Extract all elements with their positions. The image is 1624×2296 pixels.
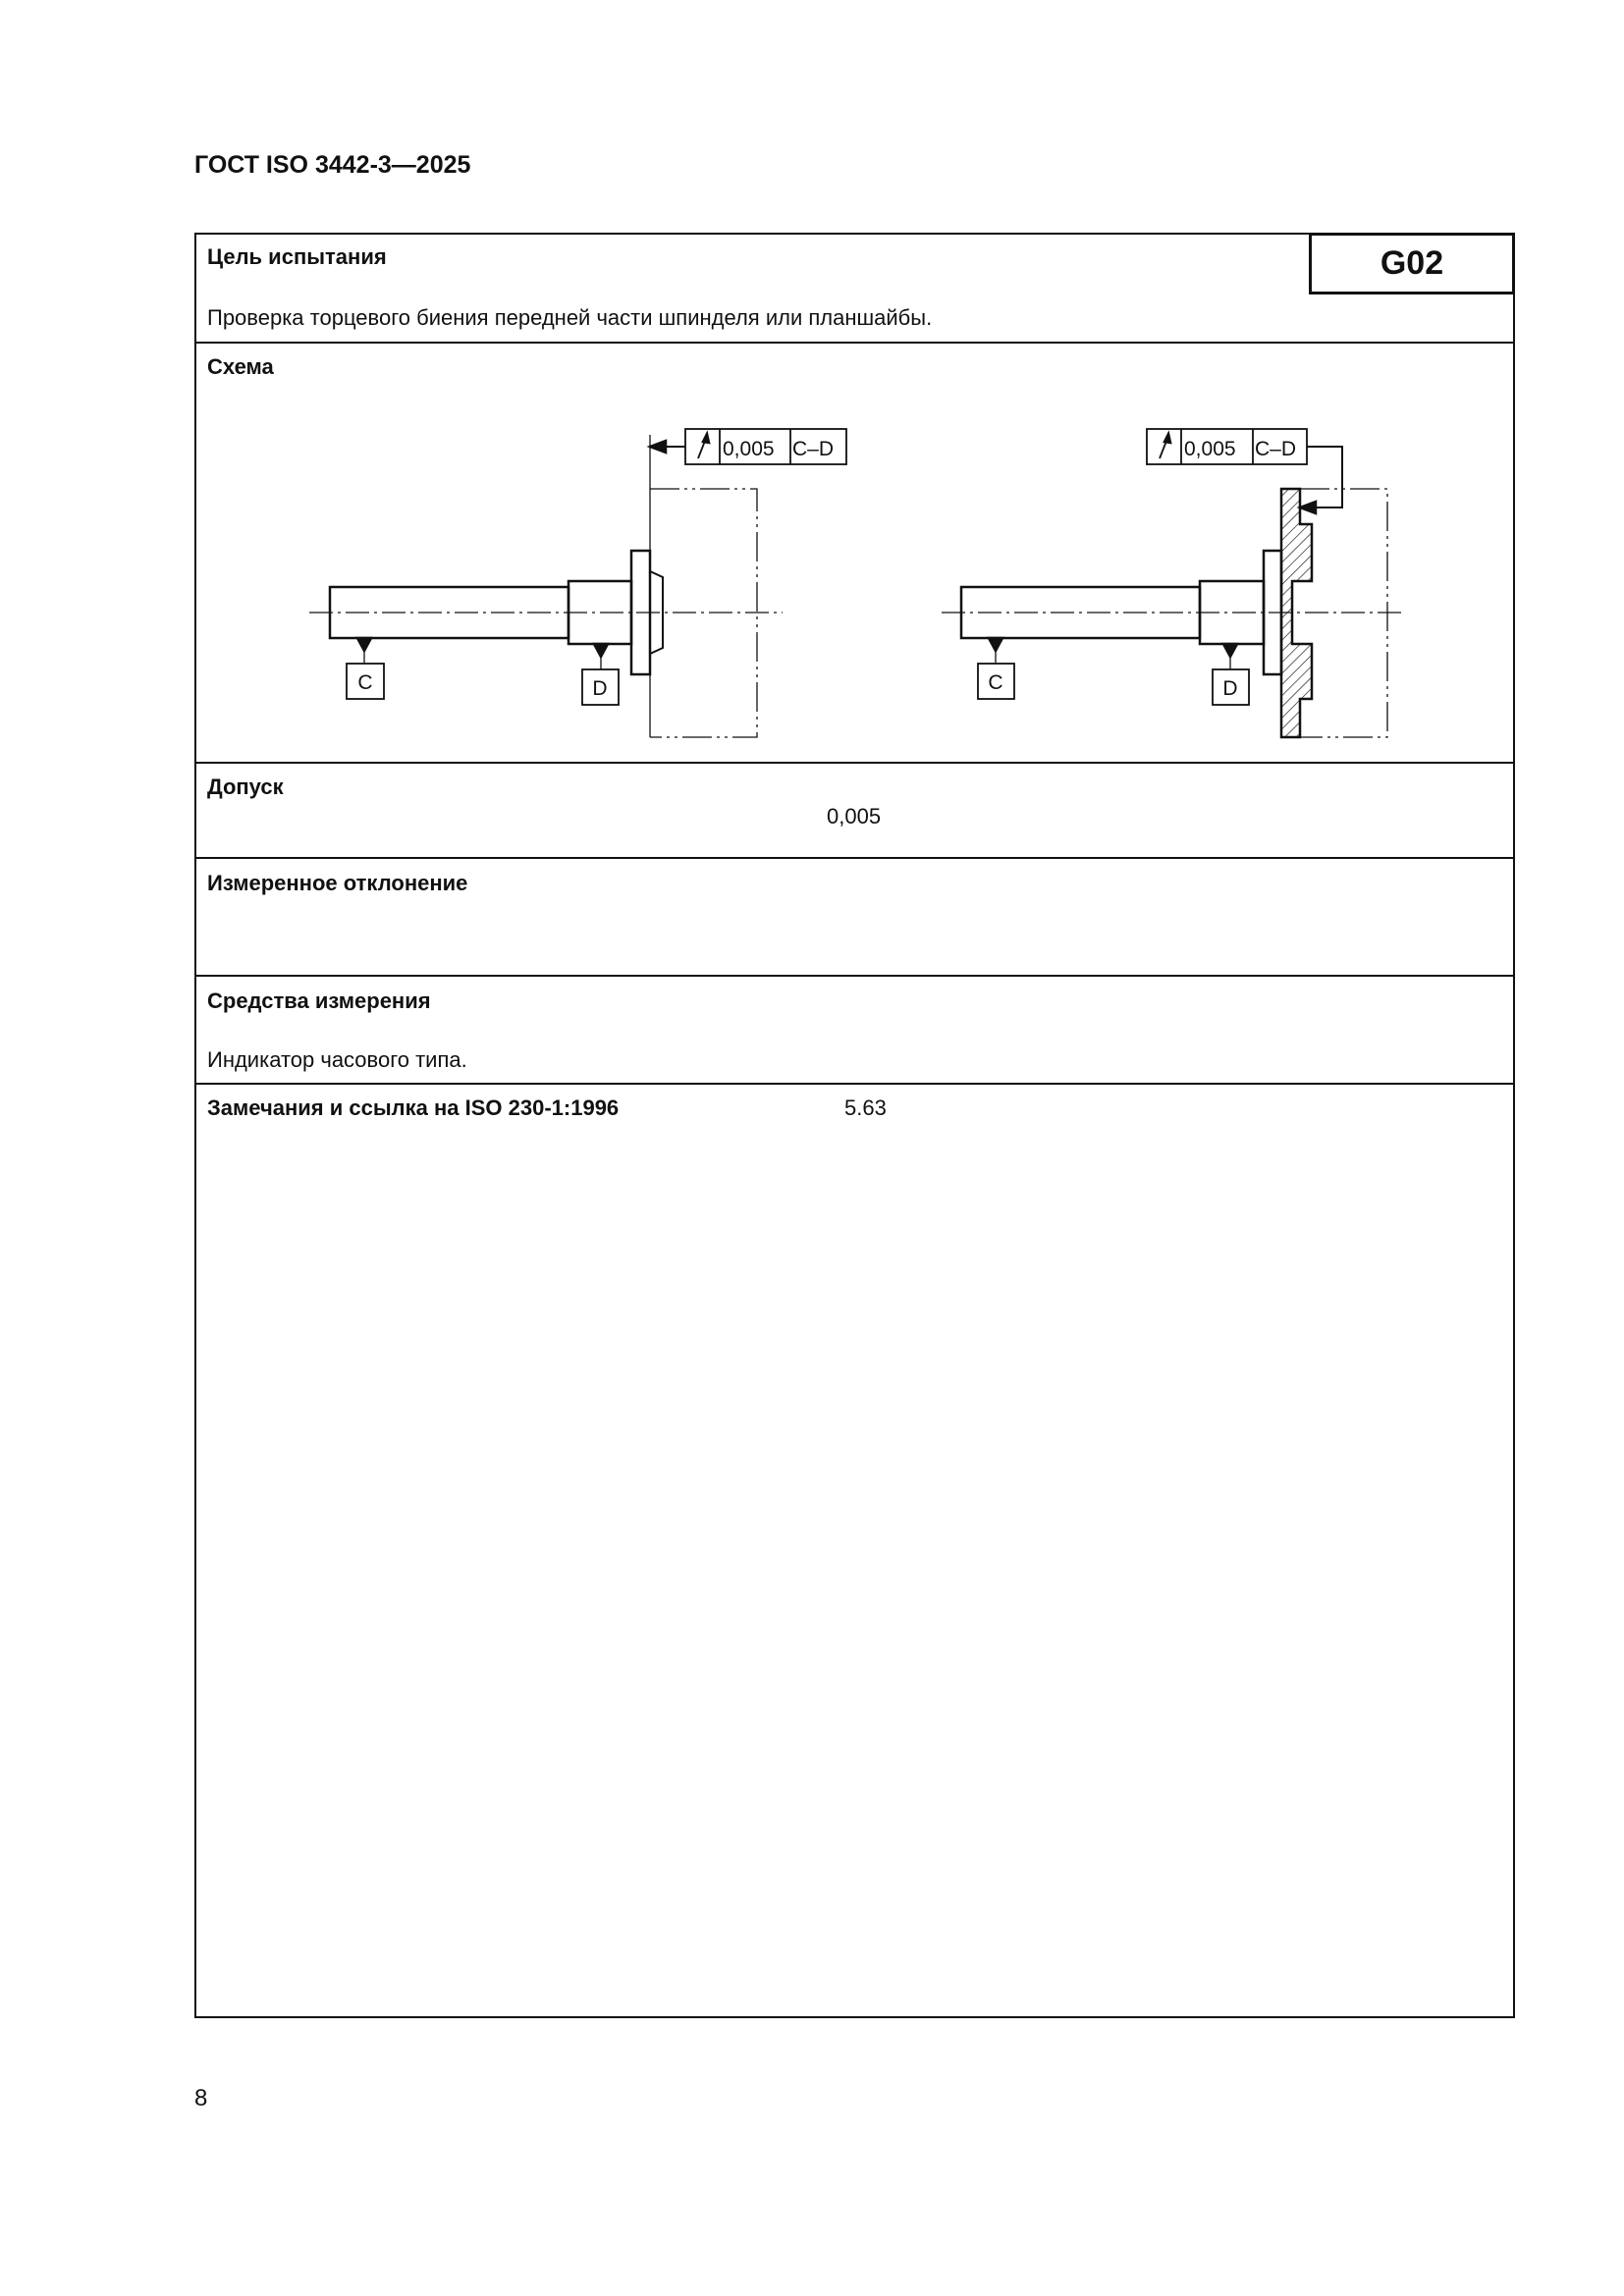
datum-d-label: D bbox=[592, 677, 608, 700]
objective-label: Цель испытания bbox=[207, 244, 387, 269]
frame-tolerance: 0,005 bbox=[723, 438, 775, 460]
remarks-value: 5.63 bbox=[844, 1095, 887, 1120]
datum-d-label: D bbox=[1222, 677, 1238, 700]
objective-text: Проверка торцевого биения передней части шпинделя или планшайбы. bbox=[207, 305, 933, 330]
frame-datum-ref: C–D bbox=[792, 438, 835, 460]
instruments-label: Средства измерения bbox=[207, 988, 431, 1013]
instruments-text: Индикатор часового типа. bbox=[207, 1047, 467, 1072]
faceplate-diagram bbox=[942, 429, 1405, 737]
document-number: ГОСТ ISO 3442-3—2025 bbox=[194, 151, 471, 179]
datum-c-label: C bbox=[357, 671, 373, 694]
tolerance-label: Допуск bbox=[207, 774, 284, 799]
frame-tolerance: 0,005 bbox=[1184, 438, 1236, 460]
spindle-nose-diagram bbox=[309, 429, 846, 737]
datum-c-label: C bbox=[988, 671, 1003, 694]
tolerance-value: 0,005 bbox=[827, 804, 882, 828]
test-id-box: G02 bbox=[1309, 233, 1515, 294]
measured-deviation-label: Измеренное отклонение bbox=[207, 871, 468, 895]
remarks-label: Замечания и ссылка на ISO 230-1:1996 bbox=[207, 1095, 620, 1120]
page-number: 8 bbox=[194, 2085, 208, 2111]
scheme-label: Схема bbox=[207, 354, 274, 379]
arrow-icon bbox=[650, 441, 666, 453]
frame-datum-ref: C–D bbox=[1255, 438, 1297, 460]
